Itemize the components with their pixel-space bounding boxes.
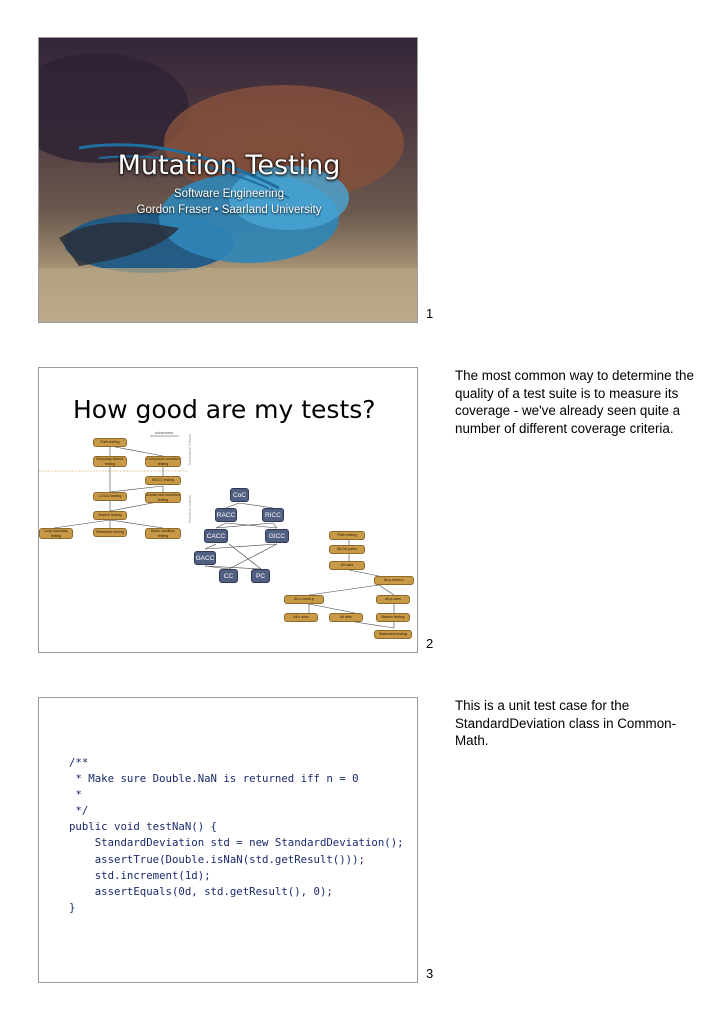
node-ricc: RICC — [262, 508, 284, 522]
node-all-du-paths: All-DU paths — [329, 545, 365, 554]
node-branch-testing-left: Branch testing — [93, 511, 127, 520]
slide-1-title: Mutation Testing — [117, 150, 341, 181]
page-number-3: 3 — [426, 966, 434, 981]
code-listing: /** * Make sure Double.NaN is returned iff n = 0 * */ public void testNaN() { StandardDeviation std = new StandardDeviation(); assertTrue(Double.isNaN(std.getResult())); std.increment(1d); assertEquals(0d, std.getResult(), 0); } — [69, 756, 404, 914]
node-mcdc: MCDC testing — [145, 476, 181, 485]
node-path-testing-right: Path testing — [329, 531, 365, 540]
node-all-uses: All uses — [329, 561, 365, 570]
node-gacc: GACC — [194, 551, 216, 565]
node-boundary-interior: Boundary interior testing — [93, 456, 127, 467]
node-branch-condition: Branch and condition testing — [146, 493, 180, 502]
node-statement-testing-right: Statement testing — [374, 630, 412, 639]
node-cc: CC — [219, 569, 238, 583]
node-coc: CoC — [230, 488, 249, 502]
node-branch-testing-right: Branch testing — [376, 613, 410, 622]
page-number-2: 2 — [426, 636, 434, 651]
node-statement-testing-left: Statement testing — [93, 528, 127, 537]
theoretical-criteria-label: Theoretical Criteria — [188, 433, 192, 466]
slide-1-subtitle-1: Software Engineering — [174, 188, 284, 200]
node-basic-condition: Basic condition testing — [145, 528, 181, 539]
practical-criteria-label: Practical Criteria — [188, 495, 192, 523]
node-loop-boundary: Loop boundary testing — [39, 528, 73, 539]
slide-1 — [38, 37, 418, 323]
node-path-testing: Path testing — [93, 438, 127, 447]
node-gicc: GICC — [265, 529, 289, 543]
slide-2 — [38, 367, 418, 653]
node-lcsaj: LCSAJ testing — [93, 492, 127, 501]
slide-1-subtitle-2: Gordon Fraser • Saarland University — [136, 204, 322, 216]
node-all-c-some-p: All-c-some-p — [284, 595, 324, 604]
node-compound-condition: Compound condition testing — [146, 457, 180, 466]
node-all-p-some-c: All-p-some-c — [374, 576, 414, 585]
node-all-c-uses: All c uses — [284, 613, 318, 622]
slide-3-note: This is a unit test case for the StandardDeviation class in Common-Math. — [455, 698, 677, 748]
node-all-defs: All defs — [329, 613, 363, 622]
page-number-1: 1 — [426, 306, 434, 321]
slide-3 — [38, 697, 418, 983]
subsumes-label: subsumes — [155, 430, 174, 435]
node-racc: RACC — [215, 508, 237, 522]
slide-2-title: How good are my tests? — [73, 395, 376, 424]
node-pc: PC — [251, 569, 270, 583]
slide-2-note: The most common way to determine the quality of a test suite is to measure its coverage - we've already seen quite a number of different coverage criteria. — [455, 368, 694, 436]
node-all-p-uses: All-p-uses — [376, 595, 410, 604]
node-cacc: CACC — [204, 529, 228, 543]
